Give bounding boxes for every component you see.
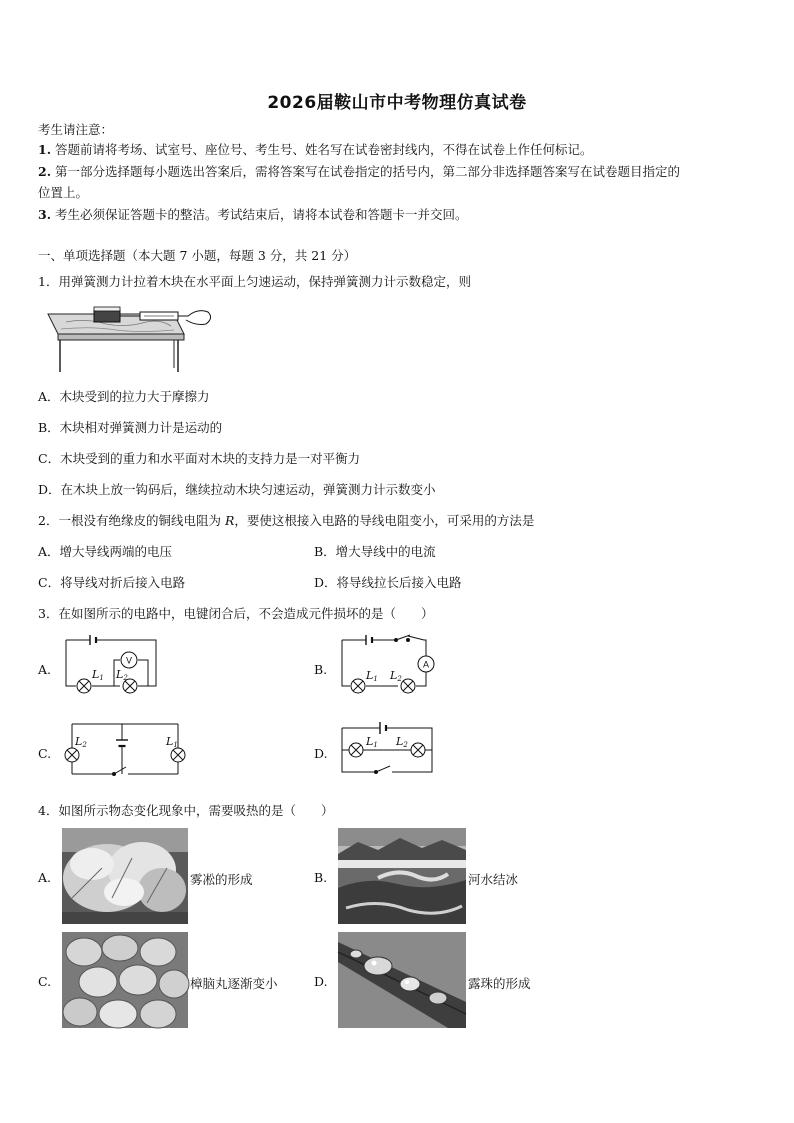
question-3-label-d: D. [314,746,328,761]
question-4-caption-d: 露珠的形成 [468,976,531,991]
question-2-option-c: C．将导线对折后接入电路 [38,575,186,590]
camphor-balls-photo [62,932,188,1028]
circuit-d-lamp2-text: L2 [396,735,408,749]
notice-item-1: 1. 答题前请将考场、试室号、座位号、考生号、姓名写在试卷密封线内，不得在试卷上作任何标记。 [38,142,593,157]
circuit-b [340,634,438,702]
question-3-label-c: C. [38,746,52,761]
circuit-a-lamp1-text: L1 [92,668,104,682]
question-3-stem: 3．在如图所示的电路中，电键闭合后，不会造成元件损坏的是（ ） [38,606,434,621]
dew-drops-photo [338,932,466,1028]
question-2-option-d: D．将导线拉长后接入电路 [314,575,462,590]
question-2-option-b: B．增大导线中的电流 [314,544,436,559]
page-title: 2026届鞍山市中考物理仿真试卷 [267,93,527,113]
question-4-label-a: A. [38,870,52,885]
question-4-caption-a: 雾凇的形成 [190,872,253,887]
question-2-option-a: A．增大导线两端的电压 [38,544,173,559]
spring-scale-figure [46,300,216,375]
circuit-a-lamp2-text: L2 [116,668,128,682]
question-4-caption-c: 樟脑丸逐渐变小 [190,976,278,991]
notice-item-2: 2. 第一部分选择题每小题选出答案后，需将答案写在试卷指定的括号内，第二部分非选择题答案写在试卷题目指定的 [38,164,681,179]
ammeter-b-text: A [422,659,430,670]
voltmeter-a-text: V [125,655,133,666]
circuit-b-lamp1-text: L1 [366,669,378,683]
notice-item-2-cont: 位置上。 [38,185,89,200]
section-heading: 一、单项选择题（本大题 7 小题，每题 3 分，共 21 分） [38,248,357,263]
question-4-caption-b: 河水结冰 [468,872,519,887]
question-1-option-b: B．木块相对弹簧测力计是运动的 [38,420,223,435]
question-1-option-a: A．木块受到的拉力大于摩擦力 [38,389,210,404]
circuit-d [340,718,436,780]
question-1-option-c: C．木块受到的重力和水平面对木块的支持力是一对平衡力 [38,451,361,466]
circuit-b-lamp2-text: L2 [390,669,402,683]
circuit-c-lamp2-text: L2 [75,735,87,749]
question-1-stem: 1．用弹簧测力计拉着木块在水平面上匀速运动，保持弹簧测力计示数稳定，则 [38,274,471,289]
circuit-c-lamp1-text: L1 [166,735,178,749]
question-4-label-c: C. [38,974,52,989]
circuit-a [62,634,160,702]
circuit-c [62,718,188,780]
rime-photo [62,828,188,924]
circuit-d-lamp1-text: L1 [366,735,378,749]
question-2-stem: 2．一根没有绝缘皮的铜线电阻为 R，要使这根接入电路的导线电阻变小，可采用的方法是 [38,513,535,528]
question-4-label-b: B. [314,870,328,885]
notice-heading: 考生请注意： [38,122,114,137]
question-1-option-d: D．在木块上放一钩码后，继续拉动木块匀速运动，弹簧测力计示数变小 [38,482,436,497]
question-4-label-d: D. [314,974,328,989]
notice-item-3: 3. 考生必须保证答题卡的整洁。考试结束后，请将本试卷和答题卡一并交回。 [38,207,468,222]
question-3-label-a: A. [38,662,52,677]
river-ice-photo [338,828,466,924]
question-4-stem: 4．如图所示物态变化现象中，需要吸热的是（ ） [38,803,334,818]
question-3-label-b: B. [314,662,328,677]
